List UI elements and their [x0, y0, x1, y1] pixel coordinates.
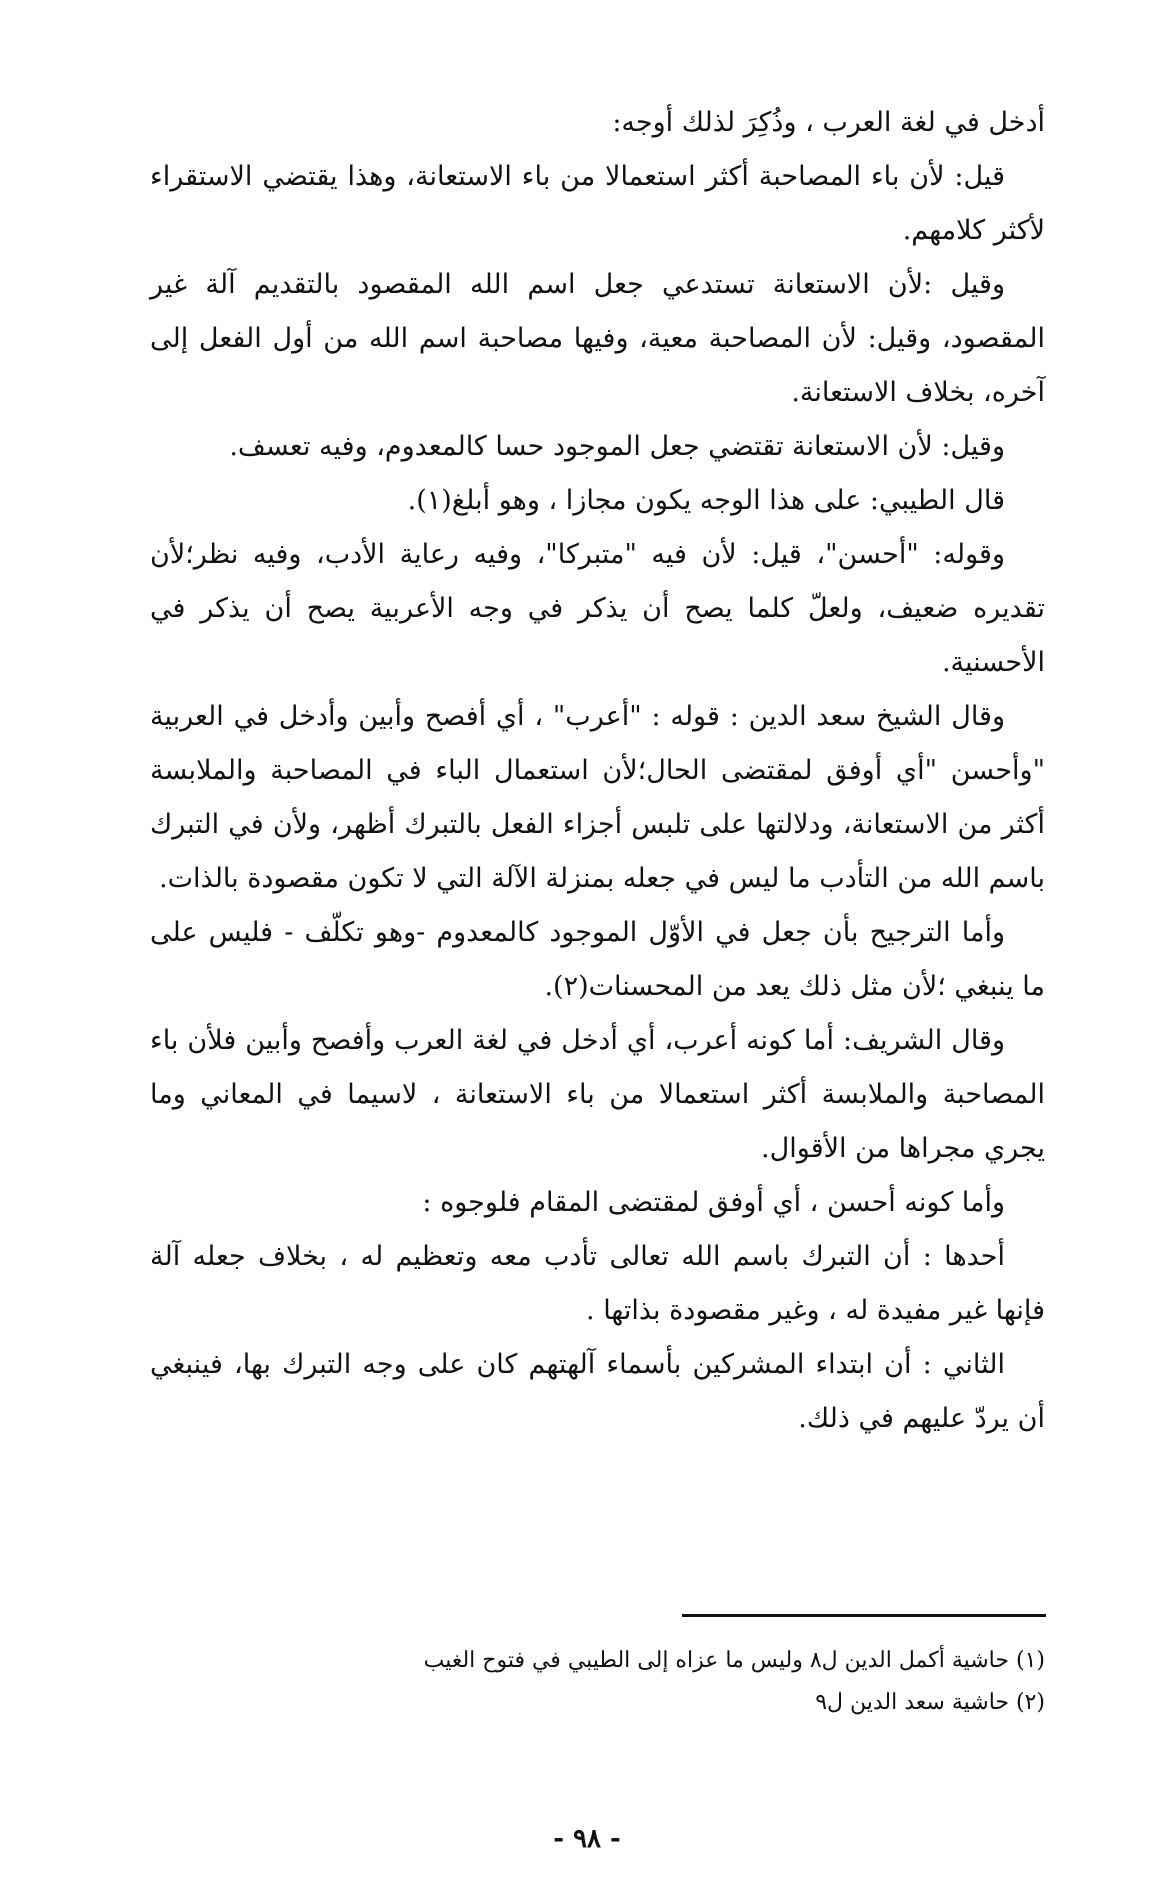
paragraph-12: الثاني : أن ابتداء المشركين بأسماء آلهتهم كان على وجه التبرك بها، فينبغي أن يردّ عليهم في ذلك.: [150, 1349, 1045, 1434]
footnote-separator: [682, 1614, 1046, 1617]
paragraph-9: وقال الشريف: أما كونه أعرب، أي أدخل في لغة العرب وأفصح وأبين فلأن باء المصاحبة والملابسة أكثر استعمالا من باء الاستعانة ، لاسيما في المعاني وما يجري مجراها من الأقوال.: [150, 1025, 1045, 1164]
page-number: - ٩٨ -: [553, 1824, 621, 1854]
paragraph-11: أحدها : أن التبرك باسم الله تعالى تأدب معه وتعظيم له ، بخلاف جعله آلة فإنها غير مفيدة له ، وغير مقصودة بذاتها .: [150, 1241, 1045, 1326]
footnote-2: (٢) حاشية سعد الدين ل٩: [815, 1690, 1045, 1715]
paragraph-6: وقوله: "أحسن"، قيل: لأن فيه "متبركا"، وفيه رعاية الأدب، وفيه نظر؛لأن تقديره ضعيف، ولعلّ كلما يصح أن يذكر في وجه الأعربية يصح أن يذكر في الأحسنية.: [150, 539, 1045, 678]
footnotes: [150, 1640, 1045, 1724]
body-text: [150, 96, 1045, 1446]
paragraph-3: وقيل :لأن الاستعانة تستدعي جعل اسم الله المقصود بالتقديم آلة غير المقصود، وقيل: لأن المصاحبة معية، وفيها مصاحبة اسم الله من أول الفعل إلى آخره، بخلاف الاستعانة.: [150, 269, 1045, 408]
paragraph-7: وقال الشيخ سعد الدين : قوله : "أعرب" ، أي أفصح وأبين وأدخل في العربية "وأحسن "أي أوفق لمقتضى الحال؛لأن استعمال الباء في المصاحبة والملابسة أكثر من الاستعانة، ودلالتها على تلبس أجزاء الفعل بالتبرك أظهر، ولأن في التبرك باسم الله من التأدب ما ليس في جعله بمنزلة الآلة التي لا تكون مقصودة بالذات.: [150, 701, 1045, 894]
paragraph-2: قيل: لأن باء المصاحبة أكثر استعمالا من باء الاستعانة، وهذا يقتضي الاستقراء لأكثر كلامهم.: [150, 161, 1045, 246]
paragraph-8: وأما الترجيح بأن جعل في الأوّل الموجود كالمعدوم -وهو تكلّف - فليس على ما ينبغي ؛لأن مثل ذلك يعد من المحسنات(٢).: [150, 917, 1045, 1002]
paragraph-4: وقيل: لأن الاستعانة تقتضي جعل الموجود حسا كالمعدوم، وفيه تعسف.: [229, 431, 1005, 462]
footnote-1: (١) حاشية أكمل الدين ل٨ وليس ما عزاه إلى الطيبي في فتوح الغيب: [423, 1648, 1045, 1673]
paragraph-10: وأما كونه أحسن ، أي أوفق لمقتضى المقام فلوجوه :: [422, 1187, 1005, 1218]
paragraph-5: قال الطيبي: على هذا الوجه يكون مجازا ، وهو أبلغ(١).: [407, 485, 1005, 516]
paragraph-1: أدخل في لغة العرب ، وذُكِرَ لذلك أوجه:: [612, 107, 1045, 138]
